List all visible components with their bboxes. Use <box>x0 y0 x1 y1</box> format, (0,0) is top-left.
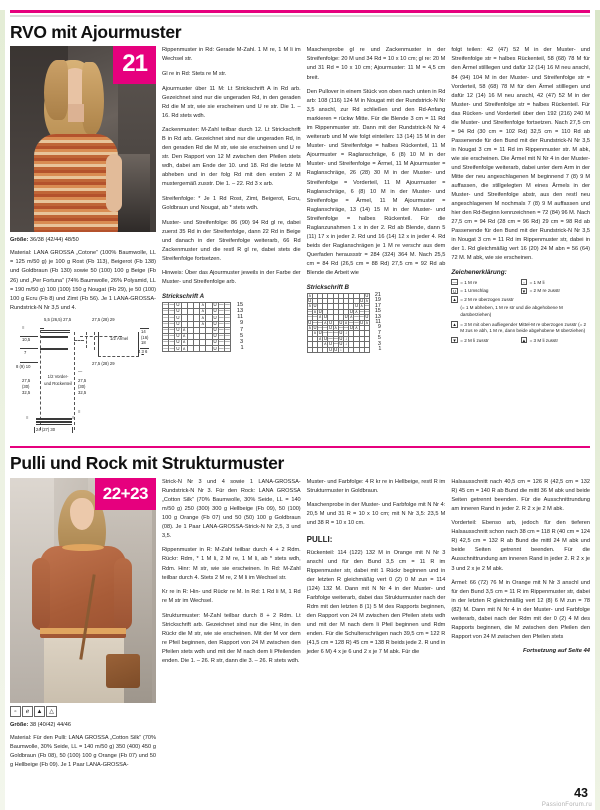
chart-cell: — <box>359 314 364 320</box>
article2-title: Pulli und Rock mit Strukturmuster <box>10 453 285 474</box>
chart-row-number: 19 <box>374 297 381 304</box>
chart-row-number: 15 <box>374 308 381 315</box>
chart-cell: — <box>225 345 230 351</box>
chart-cell: U <box>329 325 333 331</box>
schematic-top-width-2: 27,5 (28) 29 <box>92 317 115 323</box>
chart-cell: — <box>218 302 224 308</box>
legend-text-p3tog: = 3 M li zusstr <box>529 337 559 343</box>
chart-row-number: 15 <box>236 301 244 308</box>
schematic-body-heights-2: 27,5 (30) 32,5 <box>78 378 87 395</box>
chart-cell: — <box>225 327 230 332</box>
article2-column-2 <box>162 478 301 672</box>
chart-cell: — <box>163 333 168 339</box>
mini-legend-cell-3: ▲ <box>34 706 45 717</box>
legend-text-ssk-cont: (= 1 M abheben, 1 M re str und die abgehobene M darüberziehen) <box>460 304 563 317</box>
chart-cell: — <box>169 327 175 332</box>
article1-p-rippenmuster: Rippenmuster in Rd: Gerade M-Zahl. 1 M re, 1 M li im Wechsel str. <box>162 47 301 63</box>
article1-p-pullover: Den Pullover in einem Stück von oben nach unten in Rd arb: 108 (116) 124 M in Nougat mit der Rundstrick-N Nr 3,5 anschl, zur Rd schließen und den Rd-Anfang markieren = rückw Mitte. Für die Blende 3 cm = 11 Rd im Rippenmuster str. Dann mit der Rundstrick-N Nr 4 weiterarb und M wie folgt einteilen: 13 (14) 15 M in der Muster- und Streifenfolge = halbes Rückenteil, 11 M Ajourmuster = Raglanschräge, 6 (8) 10 M in der Muster- und Streifenfolge = Ärmel, 11 M Ajourmuster = Raglanschräge, 26 (28) 30 M in der Muster- und Streifenfolge = Vorderteil, 11 M Ajourmuster = Raglanschräge, 6 (8) 10 M in der Muster- und Streifenfolge = Ärmel, 11 M Ajourmuster = Raglanschräge, 13 (14) 15 M in der Muster- und Streifenfolge = halbes Rückenteil. Für die Raglanzunahmen 1 x in der 2. Rd ab Blende, dann 5 (11) 17 x in jeder 2. Rd und 16 (14) 12 x in jeder 4. Rd beids der Raglanschrägen je 1 M re verschr aus dem Querfaden heraussstr = 284 (324) 364 M. Nach 25,5 cm = 84 Rd (26,5 cm = 88 Rd) 27,5 cm = 92 Rd ab Blende die Arbeit wie <box>306 89 446 276</box>
article1-schematic-diagram: 5,5 (26,5) 27,5 27,5 (28) 29 ≡ 10,5 7 8 (9) 10 1/2 Ärmel 14 (16) 18 4 3 6 27,5 (28) 29 1/2 Vorder- und Rückenteil 27,5 (30) 32,5 27,5 (30) 32,5 — ≡ ≡ ≡ 24 (27) 30 <box>16 317 149 433</box>
chart-cell: — <box>169 302 175 308</box>
chart-cell: ʌ <box>308 292 311 298</box>
chart-cell: — <box>312 314 318 320</box>
chart-row-number: 7 <box>377 329 381 336</box>
legend-sym-yarnover: U <box>452 288 457 294</box>
chart-cell: U <box>354 303 358 309</box>
article1-size <box>10 237 156 243</box>
chart-cell: — <box>225 302 230 308</box>
chart-cell: ʌ <box>201 302 204 308</box>
chart-cell: — <box>218 308 224 314</box>
mini-legend-cell-1: ▫ <box>10 706 21 717</box>
photo-neck <box>68 104 84 122</box>
legend-sym-ssk: ▲ <box>452 297 457 303</box>
schematic-sleeve-len: 27,5 (28) 29 <box>92 361 115 367</box>
chart-cell: U <box>329 319 333 325</box>
legend-text-knit: = 1 M re <box>460 279 478 285</box>
chart-cell: — <box>218 327 224 332</box>
chart-cell: U <box>213 320 217 326</box>
chart-cell: — <box>328 330 333 336</box>
legend-title: Zeichenerklärung: <box>451 269 507 276</box>
chart-cell: ʌ <box>201 308 204 314</box>
chart-cell: ʌ <box>201 320 204 326</box>
chart-cell: U <box>176 308 180 314</box>
chart-cell: U <box>360 319 364 325</box>
photo2-bag <box>106 654 140 688</box>
chart-cell: U <box>365 314 369 320</box>
chart-cell: ʌ <box>183 327 186 332</box>
legend-sym-cdd: ▲ <box>452 322 457 328</box>
chart-row-number: 9 <box>239 320 244 327</box>
legend-row-2 <box>451 288 590 295</box>
chart-cell: — <box>318 325 323 331</box>
chart-cell: — <box>169 320 175 326</box>
chart-cell: U <box>213 308 217 314</box>
chart-cell: — <box>307 314 312 320</box>
article2-mini-legend <box>10 706 156 717</box>
article1-column-1 <box>10 46 156 440</box>
article1-photo <box>10 46 156 232</box>
chart-cell: U <box>323 314 327 320</box>
chart-cell: U <box>365 292 369 298</box>
chart-cell: — <box>312 319 318 325</box>
chart-cell: ʌ <box>183 339 186 345</box>
chart-cell: ʌ <box>313 330 316 336</box>
chart-row-number: 13 <box>374 313 381 320</box>
chart-cell: — <box>163 314 168 320</box>
article2-size <box>10 722 156 728</box>
chart-cell: — <box>169 333 175 339</box>
article2-subheading-pulli: PULLI: <box>306 534 333 544</box>
chart-cell: — <box>163 339 168 345</box>
article1-top-rule-gray <box>10 15 590 17</box>
chart-cell: ʌ <box>183 333 186 339</box>
chart-cell: — <box>318 319 323 325</box>
chart-cell: U <box>308 298 312 304</box>
legend-text-yarnover: = 1 Umschlag <box>460 288 489 294</box>
chart-cell: ʌ <box>365 319 368 325</box>
chart-cell: U <box>213 327 217 332</box>
legend-sym-knit: — <box>452 280 457 285</box>
schematic-sleeve-label: 1/2 Ärmel <box>110 336 128 342</box>
chart-cell: ʌ <box>350 314 353 320</box>
article2-p-halsausschnitt: Halsausschnitt nach 40,5 cm = 126 R (42,5 cm = 132 R) 45 cm = 140 R ab Bund die mittl 36 M abk und beide Seiten getrennt beenden. Für die Ausschnittrundung am inneren Rand in jeder 2. R 2 x je 2 M abk. <box>451 478 591 512</box>
chart-cell: — <box>225 333 230 339</box>
chart-cell: — <box>163 320 168 326</box>
photo-arm <box>106 154 122 212</box>
photo2-sleeve-left <box>32 558 50 630</box>
chart-cell: U <box>318 308 322 314</box>
chart-row-number: 11 <box>237 314 244 321</box>
chart-cell: U <box>360 298 364 304</box>
mini-legend-cell-4: △ <box>46 706 57 717</box>
article1-top-rule <box>10 10 590 13</box>
chart-cell: U <box>313 303 317 309</box>
chart-cell: U <box>176 333 180 339</box>
chart-cell: U <box>349 308 353 314</box>
chart-cell: ʌ <box>313 308 316 314</box>
chart-row-number: 1 <box>240 345 244 352</box>
article2-column-3 <box>307 478 446 663</box>
chart-cell: U <box>339 330 343 336</box>
chart-cell: U <box>329 341 333 347</box>
photo2-face <box>70 498 94 530</box>
chart-cell: ʌ <box>345 319 348 325</box>
article2-number-badge: 22+23 <box>95 478 156 510</box>
legend-sym-p2tog: ▼ <box>452 338 457 344</box>
chart-row <box>163 346 244 352</box>
magazine-page <box>0 10 600 810</box>
article1-size-value: 36/38 (42/44) 48/50 <box>29 237 79 244</box>
schematic-body-label: 1/2 Vorder- und Rückenteil <box>44 374 72 386</box>
article2-p-ruckenteil: Rückenteil: 114 (122) 132 M in Orange mit N Nr 3 anschl und für den Bund 3,5 cm = 11 R im Rippenmuster str, dabei mit 1 Rückr beginnen und in der letzten R gleichmäßig vert 0 (2) 0 M zun = 114 (124) 132 M. Dann mit N Nr 4 in der Muster- und Farbfolge weiterarb, dabei das Strukturmuster nach der Rdm mit den letzten 8 (1) 5 M des Rapports beginnen, den Rapport von 24 M zwischen den Pfeilen stets wdh und mit der M nach dem li Pfeil beginnen und Rdm enden. Für die Schulterschrägen nach 39,5 cm = 122 R (41,5 cm = 128 R) 45 cm = 138 R beids jede 2. R und in jeder 6 M) 4 x je 6 und 2 x je 7 M abk. Für die <box>306 549 446 656</box>
page-right-edge <box>595 10 600 810</box>
chart-cell: — <box>218 314 224 320</box>
chart-cell: ʌ <box>360 303 363 309</box>
article1-p-zackenmuster: Zackenmuster: M-Zahl teilbar durch 12. Lt Strickschrift B in Rd arb. Gezeichnet sind nur die ungeraden Rd, in den geraden Rd die M str, wie sie erscheinen und U re str. Den Rapport von 12 M zwischen den Pfeilen stets wdh, dabei am Ende der 10. und 18. Rd die letzte M abheben und in der folg Rd mit den ersten 2 M mustergemäß zusstr. Die 1. – 22. Rd 3 x arb. <box>162 127 301 188</box>
legend-text-k2tog: = 2 M re zusstr <box>529 288 561 294</box>
chart-cell: U <box>213 302 217 308</box>
photo-hair-left <box>44 60 68 120</box>
chart-a-title: Strickschrift A <box>162 292 205 300</box>
chart-row-number: 1 <box>378 346 382 353</box>
legend-text-purl: = 1 M li <box>529 279 545 285</box>
chart-cell: — <box>328 335 333 341</box>
chart-cell: U <box>339 319 343 325</box>
chart-cell: — <box>225 320 230 326</box>
chart-row <box>307 347 381 352</box>
chart-cell: — <box>338 325 343 331</box>
article1-p-glre: Gl re in Rd: Stets re M str. <box>162 70 227 77</box>
chart-cell: U <box>176 327 180 332</box>
chart-cell: — <box>364 303 369 309</box>
continued-note: Fortsetzung auf Seite 44 <box>523 647 591 654</box>
chart-cell: U <box>176 320 180 326</box>
chart-cell: — <box>169 345 175 351</box>
page-left-edge <box>0 10 5 810</box>
chart-cell: — <box>333 335 338 341</box>
article2-p-rippenmuster: Rippenmuster in R: M-Zahl teilbar durch 4 + 2 Rdm. Rückr: Rdm, * 1 M li, 2 M re, 1 M li, ab * stets wdh, Rdm. Hinr: M str, wie sie erscheinen. In Rd: M-Zahl teilbar durch 4. Stets 2 M re, 2 M li im Wechsel str. <box>162 547 301 581</box>
schematic-left-h3: 8 (9) 10 <box>16 364 31 370</box>
legend-sym-p3tog: ▲ <box>521 338 527 344</box>
chart-cell: — <box>323 325 328 331</box>
schematic-top-width-1: 5,5 (26,5) 27,5 <box>44 317 72 323</box>
article1-p-streifenfolge: Streifenfolge: * Je 1 Rd Rost, Zimt, Beigerot, Ecru, Goldbraun und Nougat, ab * stets wdh. <box>162 196 301 212</box>
chart-cell: U <box>339 335 343 341</box>
article2-photo <box>10 478 156 703</box>
legend-sym-k2tog: ▼ <box>521 288 527 294</box>
chart-cell: — <box>343 325 349 331</box>
chart-row-number: 3 <box>239 338 244 345</box>
chart-cell: — <box>163 345 168 351</box>
chart-cell: — <box>225 308 230 314</box>
article1-column-4 <box>451 46 590 345</box>
chart-cell: — <box>354 314 359 320</box>
chart-cell: ʌ <box>334 325 337 331</box>
chart-cell: U <box>213 314 217 320</box>
article1-size-label: Größe: <box>10 237 29 244</box>
chart-cell: U <box>213 339 217 345</box>
schematic-left-h2: 7 <box>24 350 27 356</box>
article1-p-maschenprobe: Maschenprobe gl re und Zackenmuster in der Streifenfolge: 20 M und 34 Rd = 10 x 10 cm; gl re: 20 M und 31 Rd = 10 x 10 cm; Ajourmuster: 11 M = 4,5 cm breit. <box>306 47 446 81</box>
legend-row-4 <box>451 321 590 335</box>
legend-row-1 <box>451 279 590 286</box>
photo2-background <box>10 478 156 703</box>
article1-material: Material: LANA GROSSA „Cotone“ (100% Baumwolle, LL = 125 m/50 g) je 100 g Rost (Fb 113), Beigerot (Fb 138) und Goldbraun (Fb 130) sowie 50 (100) 100 g Beige (Fb 26) und „Per Fortuna“ (74% Baumwolle, 26% Polyamid, LL = 190 m/50 g) 100 (100) 150 g Nougat (Fb 29), je 50 (100) 100 g Ecru (Fb 8) und Zimt (Fb 56). Je 1 LANA-GROSSA-Rundstrick-N Nr 3,5 und 4. <box>10 250 156 311</box>
article2-material: Material: Für den Pulli: LANA GROSSA „Cotton Silk“ (70% Baumwolle, 30% Seide, LL = 140 m/50 g) 350 (400) 450 g Goldbraun (Fb 08), 50 (100) 100 g Orange (Fb 07) und 50 g Hellbeige (Fb 09). Je 1 Paar LANA-GROSSA- <box>10 734 156 768</box>
chart-cell: ʌ <box>319 314 322 320</box>
legend-text-cdd: = 3 M mit oben aufliegender Mittel-M re überzogen zusstr (= 2 M zus re abh, 1 M re, dann beide abgehobene M überziehen) <box>460 321 587 334</box>
legend-row-3 <box>451 296 590 303</box>
chart-cell: U <box>323 335 327 341</box>
chart-cell: U <box>176 314 180 320</box>
chart-cell: — <box>307 308 312 314</box>
chart-cell: ↓ <box>339 346 342 352</box>
chart-cell: U <box>308 319 312 325</box>
chart-cell: ʌ <box>308 303 311 309</box>
chart-cell: U <box>213 345 217 351</box>
chart-row-number: 5 <box>239 332 244 339</box>
chart-a <box>162 302 244 353</box>
article2-column-4 <box>451 478 590 654</box>
chart-cell: ʌ <box>355 308 358 314</box>
article2-p-vorderteil: Vorderteil: Ebenso arb, jedoch für den tieferen Halsausschnitt schon nach 38 cm = 118 R (40 cm = 124 R) 42,5 cm = 132 R ab Bund die mittl 24 M abk und beide Seiten getrennt beenden. Für die Ausschnittrundung am inneren Rand in jeder 2. R 2 x je 3 und 2 x je 2 M abk. <box>451 520 591 572</box>
chart-cell: — <box>333 341 338 347</box>
chart-cell: — <box>218 345 224 351</box>
chart-b-title: Strickschrift B <box>306 283 349 291</box>
chart-row-number: 7 <box>239 326 244 333</box>
article2-columns <box>10 478 590 776</box>
article1-p-musterstreifenfolge: Muster- und Streifenfolge: 86 (90) 94 Rd gl re, dabei zuerst 35 Rd in der Streifenfolge, dann 22 Rd in Beige und danach in der Streifenfolge weiterarb, 66 Rd Zackenmuster und die restl R gl re, dabei stets die Streifenfolge fortsetzen. <box>162 219 301 262</box>
chart-cell: ʌ <box>365 298 368 304</box>
chart-row-number: 5 <box>377 335 381 342</box>
article2-p-krre: Kr re in R: Hin- und Rückr re M. In Rd: 1 Rd li M, 1 Rd re M str im Wechsel. <box>162 589 301 605</box>
chart-cell: U <box>329 346 333 352</box>
article1-column-2 <box>162 46 301 352</box>
chart-row-number: 11 <box>375 319 381 326</box>
chart-cell: ʌ <box>308 325 311 331</box>
chart-cell: ↓ <box>345 341 348 347</box>
chart-cell: — <box>354 319 359 325</box>
article2-size-value: 38 (40/42) 44/46 <box>29 721 71 728</box>
article1-title: RVO mit Ajourmuster <box>10 22 182 42</box>
article2-p-strukturmuster: Strukturmuster: M-Zahl teilbar durch 8 + 2 Rdm. Lt Strickschrift arb. Gezeichnet sind nur die Hinr, in den Rückr die M str, wie sie erscheinen. Mit der M vor dem re Pfeil beginnen, den Rapport von 24 M zwischen den Pfeilen stets wdh und mit der M nach dem li Pfeilenden enden. Die 1. – 26. R str, dann die 3. – 26. R stets wdh. <box>162 612 301 664</box>
article2-p-farbfolge: Muster- und Farbfolge: 4 R kr re in Hellbeige, restl R im Strukturmuster in Goldbraun. <box>306 478 446 494</box>
chart-cell: — <box>364 308 369 314</box>
article2-column-1 <box>10 478 156 776</box>
chart-cell: ʌ <box>355 325 358 331</box>
article2-top-rule <box>10 446 590 448</box>
chart-row-number: 3 <box>377 340 381 347</box>
legend-text-p2tog: = 2 M li zusstr <box>460 337 489 343</box>
chart-cell: — <box>225 339 230 345</box>
chart-cell: ʌ <box>319 335 322 341</box>
legend-sym-purl: ▫ <box>521 279 527 285</box>
chart-cell: — <box>163 302 168 308</box>
photo2-neckband <box>62 544 104 551</box>
chart-cell: U <box>176 302 180 308</box>
chart-cell: ʌ <box>183 345 186 351</box>
article1-p-ajourmuster: Ajourmuster über 11 M: Lt Strickschrift A in Rd arb. Gezeichnet sind nur die ungeraden Rd, in den geraden Rd die M str, wie sie erscheinen und U re str. Die 1. – 16. Rd stets wdh. <box>162 85 301 119</box>
chart-cell: U <box>176 339 180 345</box>
chart-cell: — <box>169 308 175 314</box>
legend-text-ssk: = 2 M re überzogen zusstr <box>460 296 514 302</box>
article2-p-armel: Ärmel: 66 (72) 76 M in Orange mit N Nr 3 anschl und für den Bund 3,5 cm = 11 R im Rippenmuster str, dabei in der letzten R gleichmäßig vert 12 (8) 6 M zun = 78 (82) M. Dann mit N Nr 4 in der Muster- und Farbfolge weiterarb, dabei nach der Rdm mit der 0 (2) 4 M des Rapports beginnen, die M zwischen den Pfeilen den Rapport von 24 M zwischen den Pfeilen stets <box>451 580 591 641</box>
chart-cell: U <box>349 325 353 331</box>
photo-counter <box>118 154 150 232</box>
chart-cell: U <box>339 341 343 347</box>
chart-cell: — <box>169 339 175 345</box>
chart-cell: ↓ <box>345 335 348 341</box>
chart-cell: — <box>169 314 175 320</box>
chart-cell: — <box>333 330 338 336</box>
article1-column-3 <box>307 46 446 353</box>
photo2-sleeve-right <box>114 558 132 630</box>
chart-cell: U <box>313 325 317 331</box>
chart-cell: ʌ <box>324 341 327 347</box>
chart-cell: U <box>334 346 338 352</box>
chart-cell: — <box>225 314 230 320</box>
article1-p-hinweis: Hinweis: Über das Ajourmuster jeweils in der Farbe der Muster- und Streifenfolge arb. <box>162 270 301 286</box>
article2-p-needles: Strick-N Nr 3 und 4 sowie 1 LANA-GROSSA-Rundstrick-N Nr 3. Für den Rock: LANA GROSSA „Cotton Silk“ (70% Baumwolle, 30% Seide, LL = 140 m/50 g) 250 (300) 300 g Hellbeige (Fb 09), 50 (100) 100 g Orange (Fb 07) und 50 (50) 100 g Goldbraun (08). Je 1 Paar LANA-GROSSA-Strick-N Nr 2,5, 3 und 3,5. <box>162 478 301 539</box>
chart-cell: — <box>163 308 168 314</box>
chart-cell: U <box>213 333 217 339</box>
schematic-body-heights: 27,5 (30) 32,5 <box>22 378 31 395</box>
chart-row-number: 13 <box>236 307 244 314</box>
chart-cell: — <box>218 339 224 345</box>
chart-cell: ↓ <box>345 330 348 336</box>
photo-hair-right <box>82 62 104 134</box>
chart-row-number: 17 <box>374 302 381 309</box>
chart-b <box>307 293 382 353</box>
mini-legend-cell-2: ℯ <box>22 706 33 717</box>
chart-cell: ʌ <box>201 314 204 320</box>
page-number: 43 <box>574 786 588 800</box>
legend-row-5 <box>451 337 590 344</box>
article1-p-continued: folgt teilen: 42 (47) 52 M in der Muster- und Streifenfolge str = halbes Rückenteil, 58 (68) 78 M für den Ärmel stilllegen und dafür 12 (14) 16 M neu anschl, 84 (94) 104 M in der Muster- und Streifenfolge str = Vorderteil, 58 (68) 78 M für den Ärmel stilllegen und dafür 12 (14) 16 M neu anschl, 42 (47) 52 M in der Muster- und Streifenfolge str = halbes Rückenteil. Für das Rücken- und Vorderteil über den 192 (216) 240 M die Muster- und Streifenfolge fortsetzen. Nach 27,5 cm = 94 Rd (30 cm = 102 Rd) 32,5 cm = 110 Rd ab Passenende für den Bund mit der Rundstrick-N Nr 3,5 in Nougat 3 cm = 11 Rd im Rippenmuster str. M abk, wie sie erscheinen. Die Ärmel mit N Nr 4 in der Muster- und Streifenfolge weiterarb, dabei unter dem Arm in der Mitte der neu angeschlagenen M beginnend 7 (8) 9 M auffassen, die stillgelegten M eines Ärmels in der Muster- und Streifenfolge abstr, aus den restl neu angeschlagenen M nochmals 7 (8) 9 M auffassen und hier den Rd-Beginn kennzeichnen = 72 (84) 96 M. Nach 27,5 cm = 94 Rd (28 cm = 96 Rd) 29 cm = 98 Rd ab Passenende für den Bund mit der Rundstrick-N Nr 3,5 in Nougat 3 cm = 11 Rd im Rippenmuster str, dabei in der 1. Rd gleichmäßig vert 16 (20) 24 M abn = 56 (64) 72 M. M abk, wie sie erscheinen. <box>451 47 591 262</box>
chart-cell: — <box>323 330 328 336</box>
article1-number-badge: 21 <box>113 46 156 84</box>
chart-cell: — <box>163 327 168 332</box>
article1-columns <box>10 46 590 440</box>
chart-cell: U <box>176 345 180 351</box>
watermark: PassionForum.ru <box>541 802 592 808</box>
article2-size-label: Größe: <box>10 721 29 728</box>
chart-row-number: 21 <box>374 292 381 299</box>
chart-row-number: 9 <box>377 324 381 331</box>
chart-cell: — <box>349 319 354 325</box>
chart-cell: — <box>218 320 224 326</box>
chart-cell: — <box>359 308 364 314</box>
schematic-left-h1: 10,5 <box>22 337 31 343</box>
article2-p-maschenprobe: Maschenprobe in der Muster- und Farbfolge mit N Nr 4: 20,5 M und 31 R = 10 x 10 cm; mit N Nr 3,5: 23,5 M und 38 R = 10 x 10 cm. <box>306 502 446 527</box>
schematic-bottom-width: 24 (27) 30 <box>36 427 56 433</box>
chart-cell: ʌ <box>324 319 327 325</box>
chart-cell: U <box>318 330 322 336</box>
chart-cell: U <box>344 314 348 320</box>
chart-cell: — <box>218 333 224 339</box>
